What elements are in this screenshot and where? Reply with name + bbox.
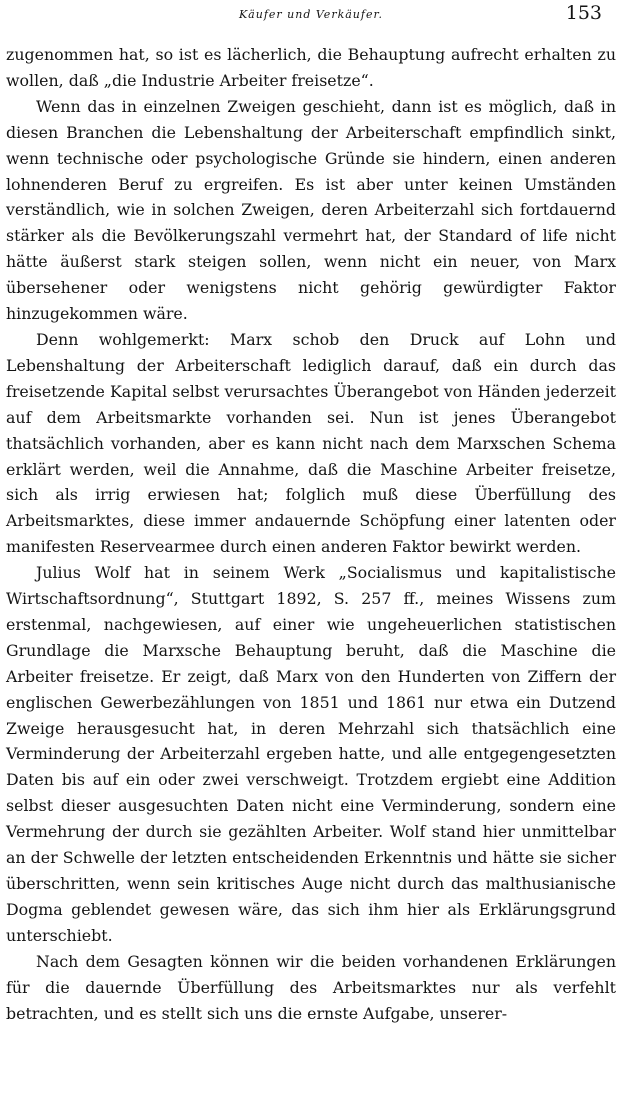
page-number: 153 — [565, 2, 602, 24]
paragraph-4: Julius Wolf hat in seinem Werk „Socialismus und kapitalistische Wirtschaftsordnung“, Stuttgart 1892, S. 257 ff., meines Wissens zum erstenmal, nachgewiesen, auf einer wie ungeheuerlichen statistischen Grundlage die Marxsche Behauptung beruht, daß die Maschine die Arbeiter freisetze. Er zeigt, daß Marx von den Hunderten von Ziffern der englischen Gewerbezählungen von 1851 und 1861 nur etwa ein Dutzend Zweige herausgesucht hat, in deren Mehrzahl sich thatsächlich eine Verminderung der Arbeiterzahl ergeben hatte, und alle entgegengesetzten Daten bis auf ein oder zwei verschweigt. Trotzdem ergiebt eine Addition selbst dieser ausgesuchten Daten nicht eine Verminderung, sondern eine Vermehrung der durch sie gezählten Arbeiter. Wolf stand hier unmittelbar an der Schwelle der letzten entscheidenden Erkenntnis und hätte sie sicher überschritten, wenn sein kritisches Auge nicht durch das malthusianische Dogma geblendet gewesen wäre, das sich ihm hier als Erklärungsgrund unterschiebt. — [6, 563, 616, 945]
paragraph-5: Nach dem Gesagten können wir die beiden vorhandenen Erklärungen für die dauernde Überfüllung des Arbeitsmarktes nur als verfehlt betrachten, und es stellt sich uns die ernste Aufgabe, unserer- — [6, 951, 616, 1023]
paragraph-1: zugenommen hat, so ist es lächerlich, die Behauptung aufrecht erhalten zu wollen, daß „die Industrie Arbeiter freisetze“. — [6, 45, 616, 90]
page-header — [6, 0, 616, 38]
paragraph-2: Wenn das in einzelnen Zweigen geschieht, dann ist es möglich, daß in diesen Branchen die Lebenshaltung der Arbeiterschaft empfindlich sinkt, wenn technische oder psychologische Gründe sie hindern, einen anderen lohnenderen Beruf zu ergreifen. Es ist aber unter keinen Umständen verständlich, wie in solchen Zweigen, deren Arbeiterzahl sich fortdauernd stärker als die Bevölkerungszahl vermehrt hat, der Standard of life nicht hätte äußerst stark steigen sollen, wenn nicht ein neuer, von Marx übersehener oder wenigstens nicht gehörig gewürdigter Faktor hinzugekommen wäre. — [6, 96, 616, 324]
body-text — [6, 42, 616, 1026]
running-head: Käufer und Verkäufer. — [238, 8, 384, 21]
paragraph-3: Denn wohlgemerkt: Marx schob den Druck auf Lohn und Lebenshaltung der Arbeiterschaft lediglich darauf, daß ein durch das freisetzende Kapital selbst verursachtes Überangebot von Händen jederzeit auf dem Arbeitsmarkte vorhanden sei. Nun ist jenes Überangebot thatsächlich vorhanden, aber es kann nicht nach dem Marxschen Schema erklärt werden, weil die Annahme, daß die Maschine Arbeiter freisetze, sich als irrig erwiesen hat; folglich muß diese Überfüllung des Arbeitsmarktes, diese immer andauernde Schöpfung einer latenten oder manifesten Reservearmee durch einen anderen Faktor bewirkt werden. — [6, 329, 616, 557]
